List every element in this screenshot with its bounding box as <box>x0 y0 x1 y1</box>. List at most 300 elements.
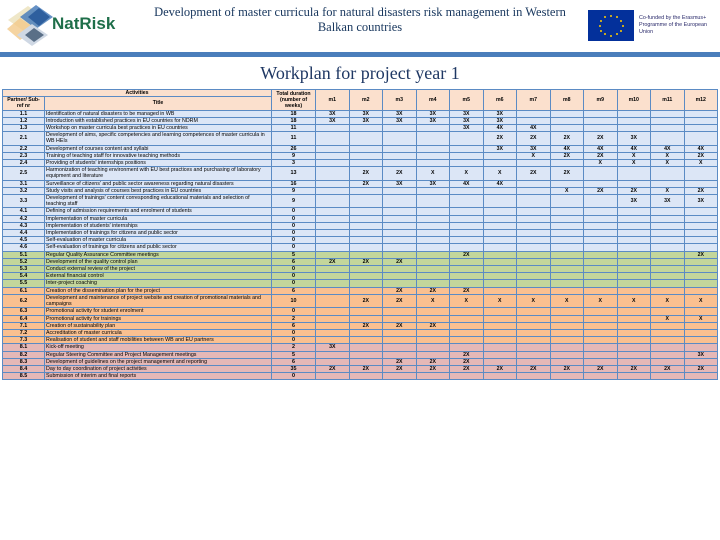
row-month-11-mark: X <box>651 294 685 307</box>
row-month-11-mark <box>651 351 685 358</box>
row-month-8-mark <box>550 180 584 187</box>
row-month-1-mark <box>316 351 350 358</box>
row-month-11-mark <box>651 273 685 280</box>
row-month-12-mark: 3X <box>684 351 718 358</box>
row-month-4-mark: X <box>416 167 450 180</box>
row-month-12-mark <box>684 358 718 365</box>
row-month-3-mark: 2X <box>383 365 417 372</box>
row-month-8-mark <box>550 230 584 237</box>
header-month-3: m3 <box>383 90 417 111</box>
row-number: 6.1 <box>3 287 45 294</box>
row-month-12-mark <box>684 180 718 187</box>
row-number: 4.1 <box>3 208 45 215</box>
row-duration: 5 <box>272 251 316 258</box>
table-head <box>3 90 718 111</box>
row-month-5-mark <box>450 215 484 222</box>
row-activity-title: Creation of sustainability plan <box>45 322 272 329</box>
row-month-1-mark <box>316 180 350 187</box>
row-month-4-mark <box>416 230 450 237</box>
row-month-5-mark <box>450 230 484 237</box>
row-month-12-mark: 2X <box>684 187 718 194</box>
row-month-8-mark: 2X <box>550 365 584 372</box>
row-month-1-mark <box>316 315 350 322</box>
table-row <box>3 222 718 229</box>
row-month-5-mark <box>450 273 484 280</box>
row-month-10-mark <box>617 358 651 365</box>
row-month-11-mark <box>651 237 685 244</box>
row-duration: 2 <box>272 315 316 322</box>
row-activity-title: Development of trainings' content corresponding educational materials and selection of teaching staff <box>45 195 272 208</box>
row-month-7-mark: 2X <box>517 132 551 145</box>
table-row <box>3 365 718 372</box>
row-month-10-mark <box>617 344 651 351</box>
row-month-9-mark <box>584 315 618 322</box>
eu-funding-logo <box>588 8 716 42</box>
row-month-1-mark <box>316 294 350 307</box>
row-month-4-mark <box>416 308 450 315</box>
row-month-12-mark <box>684 287 718 294</box>
row-month-10-mark <box>617 222 651 229</box>
row-month-5-mark: 2X <box>450 365 484 372</box>
row-month-5-mark <box>450 322 484 329</box>
row-duration: 13 <box>272 167 316 180</box>
row-number: 6.4 <box>3 315 45 322</box>
row-month-1-mark <box>316 237 350 244</box>
row-month-1-mark <box>316 358 350 365</box>
row-month-3-mark <box>383 315 417 322</box>
row-month-6-mark <box>483 344 517 351</box>
row-month-1-mark <box>316 167 350 180</box>
row-duration: 0 <box>272 308 316 315</box>
table-row <box>3 160 718 167</box>
row-month-12-mark <box>684 280 718 287</box>
row-activity-title: Regular Quality Assurance Committee meetings <box>45 251 272 258</box>
row-month-4-mark <box>416 273 450 280</box>
row-month-8-mark <box>550 117 584 124</box>
row-month-4-mark <box>416 351 450 358</box>
row-number: 5.5 <box>3 280 45 287</box>
row-month-10-mark <box>617 287 651 294</box>
table-row <box>3 258 718 265</box>
header-month-4: m4 <box>416 90 450 111</box>
row-month-1-mark <box>316 160 350 167</box>
row-month-1-mark <box>316 322 350 329</box>
row-activity-title: Workshop on master curricula best practices in EU countries <box>45 125 272 132</box>
row-month-1-mark: 3X <box>316 344 350 351</box>
row-month-7-mark <box>517 251 551 258</box>
row-activity-title: Identification of natural disasters to be managed in WB <box>45 110 272 117</box>
row-number: 8.4 <box>3 365 45 372</box>
row-month-10-mark: X <box>617 294 651 307</box>
row-month-8-mark: 2X <box>550 167 584 180</box>
row-month-8-mark <box>550 358 584 365</box>
row-month-8-mark <box>550 337 584 344</box>
row-number: 3.2 <box>3 187 45 194</box>
row-activity-title: Training of teaching staff for innovative teaching methods <box>45 152 272 159</box>
row-month-2-mark <box>349 215 383 222</box>
row-month-7-mark <box>517 287 551 294</box>
row-month-3-mark: 2X <box>383 258 417 265</box>
table-row <box>3 337 718 344</box>
row-month-8-mark <box>550 322 584 329</box>
row-duration: 0 <box>272 230 316 237</box>
row-month-2-mark <box>349 280 383 287</box>
table-row <box>3 266 718 273</box>
slide-title: Workplan for project year 1 <box>260 63 460 83</box>
row-month-8-mark: 4X <box>550 145 584 152</box>
row-month-4-mark <box>416 125 450 132</box>
row-month-11-mark <box>651 308 685 315</box>
row-month-9-mark <box>584 117 618 124</box>
row-number: 8.1 <box>3 344 45 351</box>
row-month-2-mark: 3X <box>349 110 383 117</box>
row-month-2-mark <box>349 132 383 145</box>
row-month-1-mark <box>316 187 350 194</box>
row-number: 5.2 <box>3 258 45 265</box>
row-month-2-mark: 2X <box>349 167 383 180</box>
row-month-1-mark <box>316 145 350 152</box>
row-month-1-mark <box>316 337 350 344</box>
header-month-9: m9 <box>584 90 618 111</box>
row-duration: 0 <box>272 237 316 244</box>
row-month-6-mark: 3X <box>483 145 517 152</box>
row-month-9-mark <box>584 280 618 287</box>
row-month-5-mark <box>450 308 484 315</box>
header-month-6: m6 <box>483 90 517 111</box>
row-duration: 0 <box>272 244 316 251</box>
row-month-12-mark <box>684 117 718 124</box>
row-month-6-mark: 3X <box>483 110 517 117</box>
row-month-1-mark <box>316 287 350 294</box>
row-month-5-mark <box>450 195 484 208</box>
row-month-2-mark <box>349 373 383 380</box>
row-duration: 0 <box>272 222 316 229</box>
row-month-12-mark <box>684 273 718 280</box>
row-month-8-mark <box>550 195 584 208</box>
row-month-10-mark <box>617 125 651 132</box>
row-month-10-mark <box>617 258 651 265</box>
row-month-5-mark: 2X <box>450 251 484 258</box>
row-month-1-mark <box>316 308 350 315</box>
row-duration: 18 <box>272 110 316 117</box>
row-month-12-mark <box>684 308 718 315</box>
row-month-9-mark: 2X <box>584 187 618 194</box>
row-month-5-mark <box>450 280 484 287</box>
row-month-12-mark <box>684 110 718 117</box>
row-month-5-mark <box>450 222 484 229</box>
row-month-12-mark <box>684 215 718 222</box>
row-month-1-mark <box>316 244 350 251</box>
row-month-9-mark <box>584 373 618 380</box>
row-month-10-mark <box>617 351 651 358</box>
header-month-2: m2 <box>349 90 383 111</box>
row-month-8-mark <box>550 308 584 315</box>
row-activity-title: Self-evaluation of master curricula <box>45 237 272 244</box>
row-number: 5.3 <box>3 266 45 273</box>
header-partner-nr: Partner/ Sub-ref nr <box>3 97 45 110</box>
row-month-12-mark <box>684 125 718 132</box>
header-row-top <box>3 90 718 97</box>
row-month-8-mark: 2X <box>550 152 584 159</box>
table-body <box>3 110 718 380</box>
row-month-12-mark: 2X <box>684 365 718 372</box>
row-month-11-mark <box>651 215 685 222</box>
row-month-3-mark: 3X <box>383 180 417 187</box>
row-month-8-mark <box>550 344 584 351</box>
row-month-2-mark <box>349 351 383 358</box>
row-number: 4.2 <box>3 215 45 222</box>
row-month-5-mark: 3X <box>450 110 484 117</box>
row-month-2-mark: 2X <box>349 180 383 187</box>
row-month-2-mark <box>349 125 383 132</box>
row-month-1-mark <box>316 280 350 287</box>
table-row <box>3 117 718 124</box>
row-activity-title: Introduction with established practices in EU countries for NDRM <box>45 117 272 124</box>
header-activities: Activities <box>3 90 272 97</box>
row-month-9-mark <box>584 266 618 273</box>
row-month-9-mark <box>584 358 618 365</box>
row-duration: 26 <box>272 145 316 152</box>
row-month-12-mark <box>684 237 718 244</box>
row-month-11-mark <box>651 244 685 251</box>
row-month-7-mark <box>517 280 551 287</box>
row-month-9-mark <box>584 351 618 358</box>
row-number: 2.2 <box>3 145 45 152</box>
row-month-11-mark: X <box>651 187 685 194</box>
table-row <box>3 329 718 336</box>
row-month-4-mark <box>416 160 450 167</box>
row-activity-title: Promotional activity for student enrolment <box>45 308 272 315</box>
row-month-8-mark <box>550 222 584 229</box>
row-month-7-mark <box>517 230 551 237</box>
row-activity-title: Providing of students' internships positions <box>45 160 272 167</box>
row-month-4-mark <box>416 222 450 229</box>
row-month-7-mark <box>517 110 551 117</box>
row-month-2-mark: 2X <box>349 365 383 372</box>
row-month-4-mark <box>416 237 450 244</box>
row-month-12-mark: 4X <box>684 145 718 152</box>
row-month-6-mark <box>483 373 517 380</box>
row-activity-title: Development of aims, specific competencies and learning competences of master curricula in WB HEIs <box>45 132 272 145</box>
row-month-4-mark: 3X <box>416 110 450 117</box>
table-row <box>3 322 718 329</box>
row-number: 8.5 <box>3 373 45 380</box>
row-duration: 10 <box>272 294 316 307</box>
row-month-10-mark <box>617 167 651 180</box>
row-month-6-mark <box>483 322 517 329</box>
row-month-6-mark: X <box>483 167 517 180</box>
row-month-2-mark <box>349 160 383 167</box>
row-number: 7.3 <box>3 337 45 344</box>
row-month-5-mark <box>450 258 484 265</box>
row-month-7-mark: 3X <box>517 145 551 152</box>
row-activity-title: Implementation of trainings for citizens and public sector <box>45 230 272 237</box>
table-row <box>3 208 718 215</box>
row-month-4-mark <box>416 152 450 159</box>
header-month-7: m7 <box>517 90 551 111</box>
row-month-9-mark <box>584 344 618 351</box>
row-month-4-mark <box>416 195 450 208</box>
row-month-9-mark: 2X <box>584 152 618 159</box>
workplan-table <box>2 89 718 380</box>
row-month-9-mark: 2X <box>584 132 618 145</box>
row-month-8-mark <box>550 251 584 258</box>
row-month-2-mark <box>349 315 383 322</box>
row-activity-title: Regular Steering Committee and Project Management meetings <box>45 351 272 358</box>
row-month-11-mark <box>651 337 685 344</box>
row-month-11-mark: 4X <box>651 145 685 152</box>
row-activity-title: External financial control <box>45 273 272 280</box>
row-month-5-mark: 4X <box>450 180 484 187</box>
header-title: Title <box>45 97 272 110</box>
table-row <box>3 132 718 145</box>
row-month-9-mark <box>584 337 618 344</box>
row-month-3-mark <box>383 244 417 251</box>
row-month-5-mark <box>450 187 484 194</box>
row-month-10-mark <box>617 266 651 273</box>
row-month-6-mark: 2X <box>483 365 517 372</box>
row-activity-title: Harmonization of teaching environment with EU best practices and purchasing of laboratory equipment and literature <box>45 167 272 180</box>
row-month-2-mark <box>349 344 383 351</box>
row-month-8-mark <box>550 280 584 287</box>
row-month-3-mark <box>383 152 417 159</box>
row-month-1-mark: 3X <box>316 117 350 124</box>
row-activity-title: Development and maintenance of project website and creation of promotional materials and campaigns <box>45 294 272 307</box>
row-month-10-mark <box>617 237 651 244</box>
row-month-10-mark <box>617 308 651 315</box>
table-row <box>3 373 718 380</box>
row-month-11-mark <box>651 373 685 380</box>
natrisk-logo <box>6 4 136 50</box>
row-month-2-mark <box>349 237 383 244</box>
row-month-2-mark: 3X <box>349 117 383 124</box>
row-month-5-mark <box>450 152 484 159</box>
row-month-4-mark <box>416 187 450 194</box>
row-month-11-mark: X <box>651 315 685 322</box>
row-number: 2.5 <box>3 167 45 180</box>
row-month-2-mark <box>349 287 383 294</box>
row-month-3-mark: 2X <box>383 294 417 307</box>
row-number: 6.2 <box>3 294 45 307</box>
row-month-7-mark <box>517 337 551 344</box>
row-month-2-mark <box>349 251 383 258</box>
row-duration: 6 <box>272 287 316 294</box>
row-month-10-mark <box>617 251 651 258</box>
row-month-4-mark: 2X <box>416 287 450 294</box>
table-row <box>3 237 718 244</box>
table-row <box>3 287 718 294</box>
row-month-2-mark <box>349 187 383 194</box>
row-month-8-mark <box>550 266 584 273</box>
row-month-11-mark <box>651 167 685 180</box>
table-row <box>3 167 718 180</box>
row-activity-title: Submission of interim and final reports <box>45 373 272 380</box>
table-row <box>3 280 718 287</box>
row-month-8-mark <box>550 273 584 280</box>
table-row <box>3 215 718 222</box>
row-month-8-mark <box>550 244 584 251</box>
row-month-6-mark <box>483 358 517 365</box>
row-month-11-mark <box>651 180 685 187</box>
row-duration: 0 <box>272 373 316 380</box>
row-month-5-mark: 2X <box>450 287 484 294</box>
row-month-11-mark: X <box>651 160 685 167</box>
row-month-9-mark <box>584 322 618 329</box>
row-duration: 0 <box>272 329 316 336</box>
table-row <box>3 187 718 194</box>
row-month-7-mark <box>517 208 551 215</box>
row-month-3-mark <box>383 195 417 208</box>
row-month-10-mark: 2X <box>617 365 651 372</box>
row-month-5-mark <box>450 329 484 336</box>
row-month-7-mark <box>517 351 551 358</box>
table-row <box>3 244 718 251</box>
row-month-7-mark <box>517 222 551 229</box>
row-month-12-mark <box>684 167 718 180</box>
row-month-12-mark: X <box>684 294 718 307</box>
row-month-8-mark: X <box>550 187 584 194</box>
row-month-8-mark <box>550 110 584 117</box>
row-month-9-mark <box>584 329 618 336</box>
row-month-12-mark: X <box>684 160 718 167</box>
row-month-5-mark <box>450 237 484 244</box>
row-month-11-mark <box>651 358 685 365</box>
row-number: 2.3 <box>3 152 45 159</box>
row-month-12-mark <box>684 208 718 215</box>
row-month-9-mark <box>584 308 618 315</box>
row-month-6-mark: 2X <box>483 132 517 145</box>
row-month-10-mark <box>617 329 651 336</box>
row-duration: 11 <box>272 125 316 132</box>
row-month-4-mark <box>416 132 450 145</box>
row-number: 7.2 <box>3 329 45 336</box>
row-month-9-mark <box>584 195 618 208</box>
row-month-3-mark <box>383 160 417 167</box>
header-month-10: m10 <box>617 90 651 111</box>
row-duration: 35 <box>272 365 316 372</box>
row-month-1-mark <box>316 251 350 258</box>
row-month-10-mark <box>617 230 651 237</box>
row-month-8-mark <box>550 215 584 222</box>
row-month-11-mark <box>651 266 685 273</box>
row-month-6-mark <box>483 152 517 159</box>
row-month-3-mark <box>383 230 417 237</box>
header-month-12: m12 <box>684 90 718 111</box>
row-duration: 0 <box>272 280 316 287</box>
row-month-1-mark <box>316 266 350 273</box>
row-month-12-mark: X <box>684 315 718 322</box>
row-month-9-mark <box>584 110 618 117</box>
row-month-7-mark <box>517 344 551 351</box>
row-number: 5.1 <box>3 251 45 258</box>
row-month-7-mark <box>517 315 551 322</box>
row-month-4-mark <box>416 329 450 336</box>
table-row <box>3 308 718 315</box>
row-month-7-mark <box>517 266 551 273</box>
row-month-11-mark <box>651 117 685 124</box>
row-month-7-mark <box>517 308 551 315</box>
row-month-1-mark: 3X <box>316 110 350 117</box>
row-month-3-mark <box>383 251 417 258</box>
row-duration: 11 <box>272 132 316 145</box>
header-duration: Total duration (number of weeks) <box>272 90 316 111</box>
row-duration: 3 <box>272 160 316 167</box>
table-row <box>3 145 718 152</box>
row-duration: 16 <box>272 180 316 187</box>
row-month-3-mark <box>383 308 417 315</box>
row-activity-title: Implementation of master curricula <box>45 215 272 222</box>
row-month-11-mark <box>651 287 685 294</box>
